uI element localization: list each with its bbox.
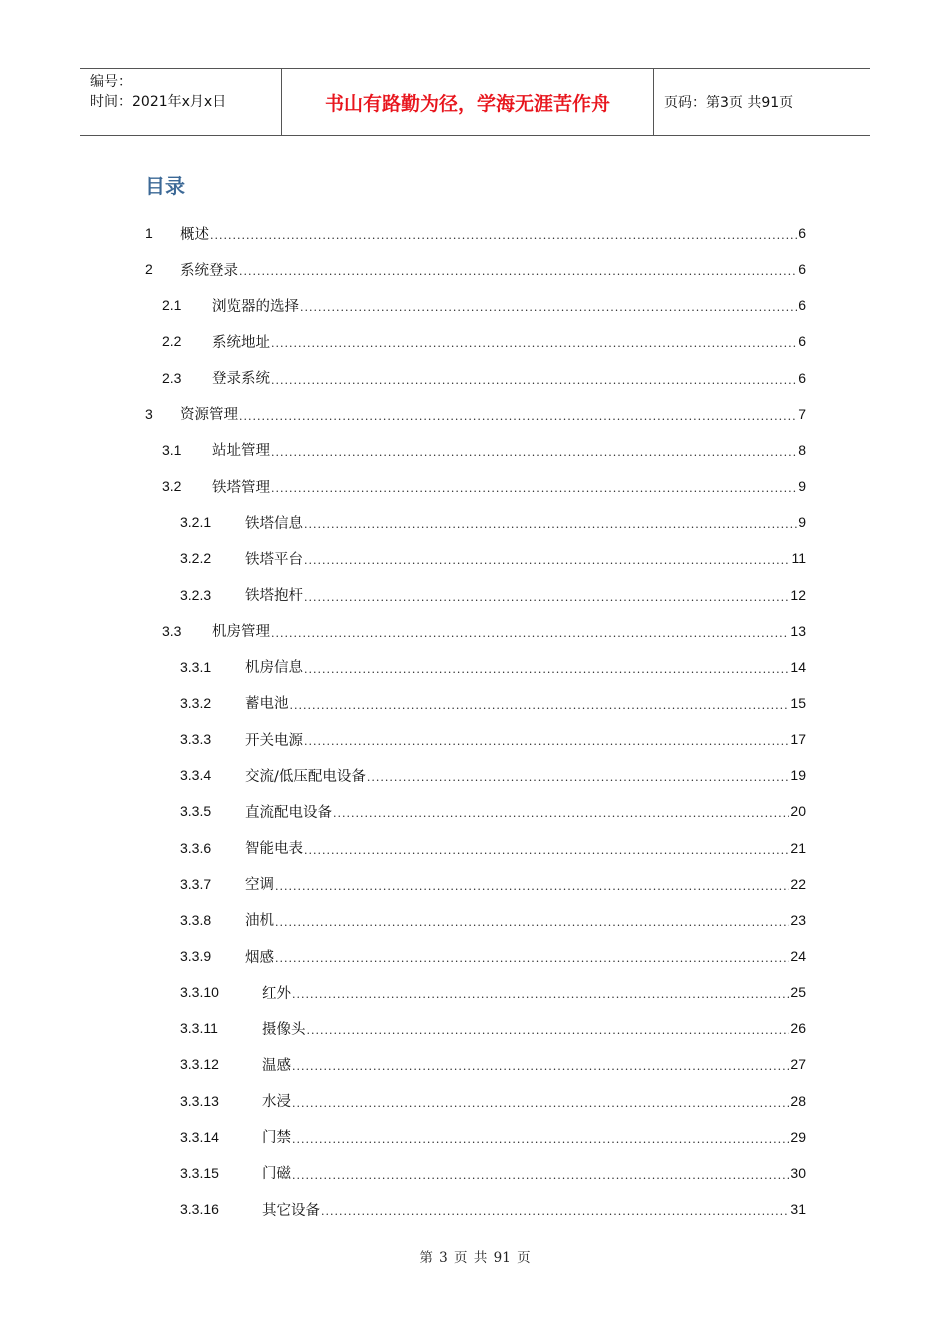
toc-entry[interactable]	[162, 323, 806, 359]
toc-entry-title: 开关电源	[245, 732, 303, 749]
toc-entry[interactable]	[180, 866, 806, 902]
toc-entry-page: 6	[798, 261, 806, 278]
toc-entry-page: 22	[790, 875, 806, 892]
toc-entry[interactable]	[162, 287, 806, 323]
toc-entry-title: 红外	[262, 985, 291, 1002]
toc-dot-leader	[271, 482, 797, 504]
toc-entry-title: 铁塔平台	[245, 551, 303, 568]
toc-entry-title: 资源管理	[180, 407, 238, 424]
toc-dot-leader	[304, 663, 789, 685]
toc-entry-page: 9	[798, 478, 806, 495]
toc-entry[interactable]	[145, 251, 806, 287]
toc-entry-number: 3.3.6	[180, 839, 212, 856]
toc-entry-title: 门禁	[262, 1130, 291, 1147]
toc-entry[interactable]	[180, 649, 806, 685]
toc-entry[interactable]	[180, 1119, 806, 1155]
toc-entry-title: 其它设备	[262, 1202, 320, 1219]
toc-entry-title: 铁塔抱杆	[245, 588, 303, 604]
toc-dot-leader	[271, 374, 797, 396]
toc-dot-leader	[292, 1133, 789, 1155]
toc-entry[interactable]	[162, 468, 806, 504]
toc-entry-title: 交流/低压配电设备	[245, 768, 366, 785]
toc-entry[interactable]	[162, 613, 806, 649]
toc-entry-page: 28	[790, 1092, 806, 1109]
toc-entry-number: 3.3.9	[180, 948, 212, 964]
toc-entry-title: 水浸	[262, 1094, 291, 1111]
toc-entry[interactable]	[180, 1155, 806, 1191]
toc-entry-number: 3.3.14	[180, 1128, 219, 1145]
toc-entry-number: 3.3.3	[180, 731, 212, 748]
toc-entry-page: 20	[790, 803, 806, 820]
toc-entry-page: 29	[790, 1128, 806, 1145]
toc-entry-title: 机房管理	[212, 624, 270, 641]
toc-entry-number: 3.3.7	[180, 875, 212, 892]
toc-entry[interactable]	[180, 721, 806, 757]
toc-entry-title: 登录系统	[212, 371, 270, 388]
toc-dot-leader	[367, 771, 790, 793]
toc-entry-number: 3.2	[162, 478, 182, 495]
header-motto: 书山有路勤为径，学海无涯苦作舟	[281, 69, 654, 135]
toc-heading: 目录	[145, 174, 185, 198]
toc-entry[interactable]	[180, 1191, 806, 1227]
toc-entry-number: 3.3.15	[180, 1164, 219, 1181]
toc-entry[interactable]	[180, 938, 806, 974]
toc-entry-title: 概述	[180, 226, 209, 243]
toc-dot-leader	[304, 735, 789, 757]
toc-entry-number: 3.3.10	[180, 984, 219, 1001]
toc-entry-page: 9	[798, 514, 806, 531]
toc-entry[interactable]	[180, 577, 806, 613]
toc-dot-leader	[210, 229, 797, 251]
toc-entry-page: 15	[790, 694, 806, 711]
toc-entry[interactable]	[180, 1083, 806, 1119]
toc-dot-leader	[292, 1060, 789, 1082]
toc-entry-page: 14	[790, 658, 806, 675]
toc-entry-number: 3.3.13	[180, 1092, 219, 1109]
toc-entry-number: 3.2.3	[180, 586, 212, 603]
toc-entry-title: 温感	[262, 1057, 291, 1074]
toc-dot-leader	[271, 627, 789, 649]
toc-dot-leader	[290, 699, 790, 721]
toc-entry-page: 7	[798, 405, 806, 422]
toc-dot-leader	[307, 1024, 790, 1046]
toc-entry-title: 门磁	[262, 1166, 291, 1183]
toc-entry[interactable]	[180, 902, 806, 938]
toc-entry-page: 8	[798, 441, 806, 458]
toc-dot-leader	[239, 410, 797, 432]
toc-entry-title: 机房信息	[245, 660, 303, 677]
toc-entry-number: 3.3.11	[180, 1020, 218, 1037]
toc-entry-title: 智能电表	[245, 841, 303, 858]
toc-dot-leader	[271, 337, 797, 359]
toc-entry-number: 3.3	[162, 622, 182, 639]
toc-entry-page: 30	[790, 1164, 806, 1181]
toc-entry-number: 3.2.1	[180, 514, 212, 531]
toc-dot-leader	[239, 265, 797, 287]
toc-entry-title: 铁塔管理	[212, 479, 270, 496]
toc-dot-leader	[304, 554, 790, 576]
toc-dot-leader	[304, 844, 789, 866]
toc-entry-title: 油机	[245, 913, 274, 930]
toc-entry-number: 2	[145, 261, 153, 278]
toc-entry-number: 3.2.2	[180, 550, 212, 567]
toc-entry-title: 烟感	[245, 949, 274, 966]
toc-entry-title: 空调	[245, 877, 274, 894]
header-left-cell	[80, 69, 281, 135]
toc-entry-page: 23	[790, 911, 806, 928]
toc-entry-number: 3.3.5	[180, 803, 212, 820]
toc-entry-number: 3.1	[162, 441, 182, 458]
page-footer: 第 3 页 共 91 页	[419, 1250, 531, 1266]
toc-entry[interactable]	[180, 504, 806, 540]
toc-entry[interactable]	[180, 757, 806, 793]
toc-entry-page: 17	[790, 731, 806, 748]
toc-entry-number: 3.3.4	[180, 767, 212, 784]
toc-dot-leader	[304, 591, 789, 613]
toc-entry-number: 2.1	[162, 297, 182, 314]
toc-entry-title: 系统登录	[180, 262, 238, 279]
toc-entry-page: 13	[790, 622, 806, 639]
toc-entry-page: 31	[790, 1201, 806, 1218]
toc-entry-page: 19	[790, 767, 806, 784]
toc-entry-number: 3.3.12	[180, 1056, 219, 1073]
toc-entry[interactable]	[162, 432, 806, 468]
toc-entry[interactable]	[180, 793, 806, 829]
toc-entry-number: 3.3.1	[180, 658, 212, 675]
header-number-label: 编号：	[90, 74, 132, 90]
toc-entry-title: 蓄电池	[245, 696, 289, 713]
toc-entry[interactable]	[162, 360, 806, 396]
toc-entry-number: 2.3	[162, 369, 182, 386]
toc-entry[interactable]	[180, 685, 806, 721]
toc-entry[interactable]	[180, 540, 806, 576]
toc-entry-title: 浏览器的选择	[212, 298, 299, 315]
toc-entry[interactable]	[180, 830, 806, 866]
header-time-label: 时间：2021年x月x日	[90, 94, 227, 110]
toc-entry-number: 2.2	[162, 333, 182, 350]
toc-entry-page: 6	[798, 333, 806, 350]
toc-dot-leader	[300, 301, 797, 323]
toc-dot-leader	[275, 880, 789, 902]
toc-entry-page: 6	[798, 225, 806, 241]
toc-entry-number: 1	[145, 225, 153, 241]
toc-entry-number: 3.3.8	[180, 911, 212, 928]
header-page-info: 页码：第3页 共91页	[664, 95, 794, 111]
toc-entry[interactable]	[180, 1046, 806, 1082]
toc-entry-number: 3	[145, 405, 153, 422]
toc-dot-leader	[321, 1205, 789, 1227]
toc-entry-page: 6	[798, 369, 806, 386]
toc-entry-page: 6	[798, 297, 806, 314]
toc-entry-page: 21	[790, 839, 806, 856]
toc-entry-title: 站址管理	[212, 443, 270, 460]
toc-entry-title: 系统地址	[212, 334, 270, 351]
page-header	[80, 68, 870, 136]
toc-entry-page: 25	[790, 984, 806, 1001]
toc-entry-title: 直流配电设备	[245, 804, 332, 821]
toc-entry-page: 24	[790, 948, 806, 964]
toc-entry-number: 3.3.16	[180, 1201, 219, 1218]
toc-dot-leader	[292, 1097, 789, 1119]
toc-entry[interactable]	[145, 215, 806, 251]
toc-entry-title: 铁塔信息	[245, 515, 303, 532]
toc-entry-page: 11	[791, 550, 806, 567]
toc-entry[interactable]	[180, 1010, 806, 1046]
toc-entry-page: 26	[790, 1020, 806, 1037]
toc-entry-page: 27	[790, 1056, 806, 1073]
toc-dot-leader	[292, 1169, 789, 1191]
toc-dot-leader	[275, 916, 789, 938]
toc-entry-title: 摄像头	[262, 1021, 306, 1038]
toc-entry-number: 3.3.2	[180, 694, 212, 711]
toc-dot-leader	[333, 807, 789, 829]
toc-dot-leader	[271, 446, 797, 468]
toc-entry-page: 12	[790, 586, 806, 603]
toc-dot-leader	[275, 952, 789, 974]
toc-dot-leader	[304, 518, 797, 540]
toc-entry[interactable]	[145, 396, 806, 432]
toc-entry[interactable]	[180, 974, 806, 1010]
toc-dot-leader	[292, 988, 789, 1010]
